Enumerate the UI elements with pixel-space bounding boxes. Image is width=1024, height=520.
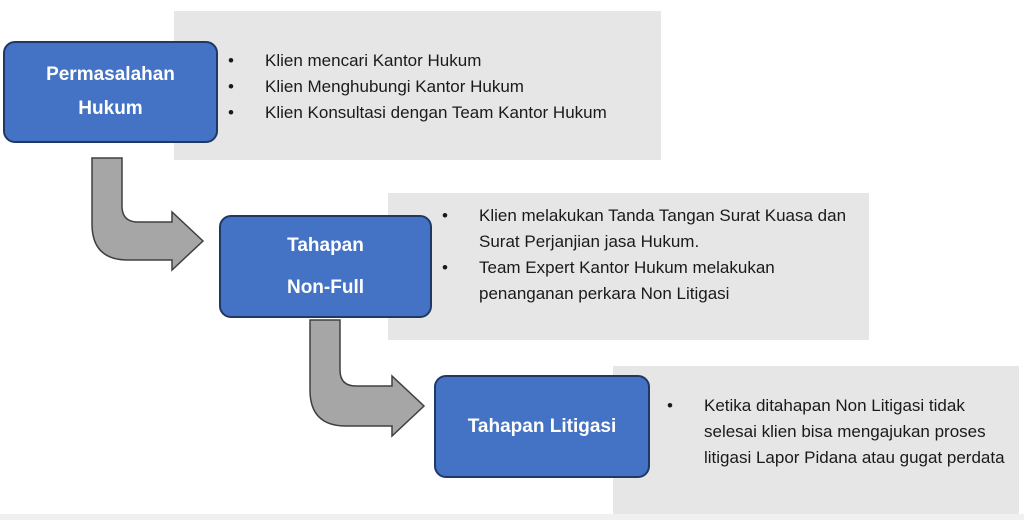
step1-title-line1: Permasalahan (46, 64, 175, 85)
step3-bullet-list (667, 393, 1007, 471)
bent-arrow-2-shape (310, 320, 424, 436)
list-item: • Klien melakukan Tanda Tangan Surat Kuasa dan Surat Perjanjian jasa Hukum. (442, 203, 862, 255)
list-item: • Ketika ditahapan Non Litigasi tidak selesai klien bisa mengajukan proses litigasi Lapor Pidana atau gugat perdata (667, 393, 1007, 471)
step2-title-line1: Tahapan (287, 234, 364, 256)
step1-title-line2: Hukum (78, 98, 143, 119)
list-item: • Klien Menghubungi Kantor Hukum (228, 74, 658, 100)
list-item: • Klien Konsultasi dengan Team Kantor Hukum (228, 100, 658, 126)
step3-tahapan-litigasi-box (434, 375, 650, 478)
list-item: • Klien mencari Kantor Hukum (228, 48, 658, 74)
list-item: • Team Expert Kantor Hukum melakukan penanganan perkara Non Litigasi (442, 255, 862, 307)
step2-title-line2: Non-Full (286, 276, 365, 298)
step3-title-line1: Tahapan Litigasi (467, 415, 617, 437)
bottom-divider (0, 514, 1024, 520)
